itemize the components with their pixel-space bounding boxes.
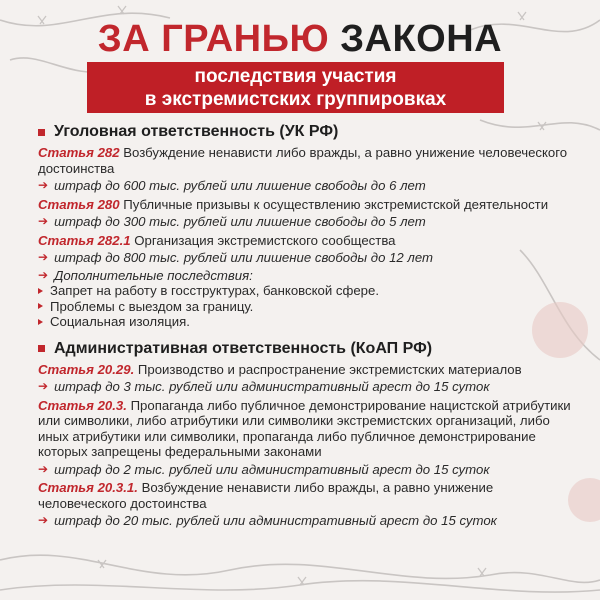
penalty-text: штраф до 800 тыс. рублей или лишение свободы до 12 лет xyxy=(54,250,434,265)
penalty-282 xyxy=(38,178,578,194)
bullet-square-icon xyxy=(38,129,45,136)
article-number: Статья 20.3. xyxy=(38,397,127,413)
triangle-bullet-icon xyxy=(38,303,43,309)
article-text: Публичные призывы к осуществлению экстремистской деятельности xyxy=(123,196,549,212)
article-280 xyxy=(38,197,578,213)
extra-item xyxy=(38,314,578,330)
arrow-right-icon: ➔ xyxy=(38,461,49,476)
article-number: Статья 280 xyxy=(38,196,120,212)
article-20-3 xyxy=(38,398,578,460)
extra-consequences-heading xyxy=(38,268,578,284)
extra-item-text: Запрет на работу в госструктурах, банковской сфере. xyxy=(50,283,380,298)
subtitle-banner xyxy=(87,62,504,113)
article-20-3-1 xyxy=(38,480,578,511)
penalty-20-29 xyxy=(38,379,578,395)
penalty-280 xyxy=(38,214,578,230)
penalty-282-1 xyxy=(38,250,578,266)
admin-section-heading xyxy=(38,339,578,359)
title-dark-part: ЗАКОНА xyxy=(340,18,503,60)
admin-heading-text: Административная ответственность (КоАП РФ) xyxy=(54,339,433,357)
penalty-20-3 xyxy=(38,462,578,478)
main-content xyxy=(38,122,578,529)
article-text: Организация экстремистского сообщества xyxy=(134,232,396,248)
extra-item-text: Проблемы с выездом за границу. xyxy=(50,298,254,314)
extra-item-text: Социальная изоляция. xyxy=(50,314,190,329)
article-text: Пропаганда либо публичное демонстрирование нацистской атрибутики или символики, либо атрибутики или символики экстремистских организаций, либо иных атрибутики или символики, пропаганда либо публичное демонстрирование которых запрещены федеральными законами xyxy=(38,397,571,459)
arrow-right-icon: ➔ xyxy=(38,214,49,228)
arrow-right-icon: ➔ xyxy=(38,178,49,192)
criminal-section-heading xyxy=(38,122,578,142)
extra-heading-text: Дополнительные последствия: xyxy=(54,267,253,283)
subtitle-line-2: в экстремистских группировках xyxy=(144,89,447,110)
article-number: Статья 282.1 xyxy=(38,232,131,248)
penalty-text: штраф до 20 тыс. рублей или административный арест до 15 суток xyxy=(54,513,497,528)
article-282-1 xyxy=(38,233,578,249)
article-text: Возбуждение ненависти либо вражды, а равно унижение человеческого достоинства xyxy=(38,145,568,176)
article-number: Статья 282 xyxy=(38,145,120,160)
criminal-heading-text: Уголовная ответственность (УК РФ) xyxy=(54,123,339,140)
article-text: Производство и распространение экстремистских материалов xyxy=(137,361,522,377)
article-number: Статья 20.3.1. xyxy=(38,480,138,495)
penalty-20-3-1 xyxy=(38,513,578,529)
article-282 xyxy=(38,145,578,176)
arrow-right-icon: ➔ xyxy=(38,250,49,264)
article-number: Статья 20.29. xyxy=(38,361,135,377)
triangle-bullet-icon xyxy=(38,319,43,325)
extra-item xyxy=(38,299,578,315)
penalty-text: штраф до 300 тыс. рублей или лишение свободы до 5 лет xyxy=(54,214,426,229)
bullet-square-icon xyxy=(38,345,45,352)
subtitle-line-1: последствия участия xyxy=(194,66,397,87)
page-title xyxy=(0,18,600,60)
article-text: Возбуждение ненависти либо вражды, а равно унижение человеческого достоинства xyxy=(38,480,494,511)
penalty-text: штраф до 600 тыс. рублей или лишение свободы до 6 лет xyxy=(54,178,426,193)
arrow-right-icon: ➔ xyxy=(38,379,49,393)
article-20-29 xyxy=(38,362,578,378)
arrow-right-icon: ➔ xyxy=(38,267,49,282)
triangle-bullet-icon xyxy=(38,288,43,294)
arrow-right-icon: ➔ xyxy=(38,513,49,527)
extra-item xyxy=(38,283,578,299)
title-red-part: ЗА ГРАНЬЮ xyxy=(97,18,330,60)
penalty-text: штраф до 3 тыс. рублей или административный арест до 15 суток xyxy=(54,379,490,394)
penalty-text: штраф до 2 тыс. рублей или административный арест до 15 суток xyxy=(54,461,490,477)
